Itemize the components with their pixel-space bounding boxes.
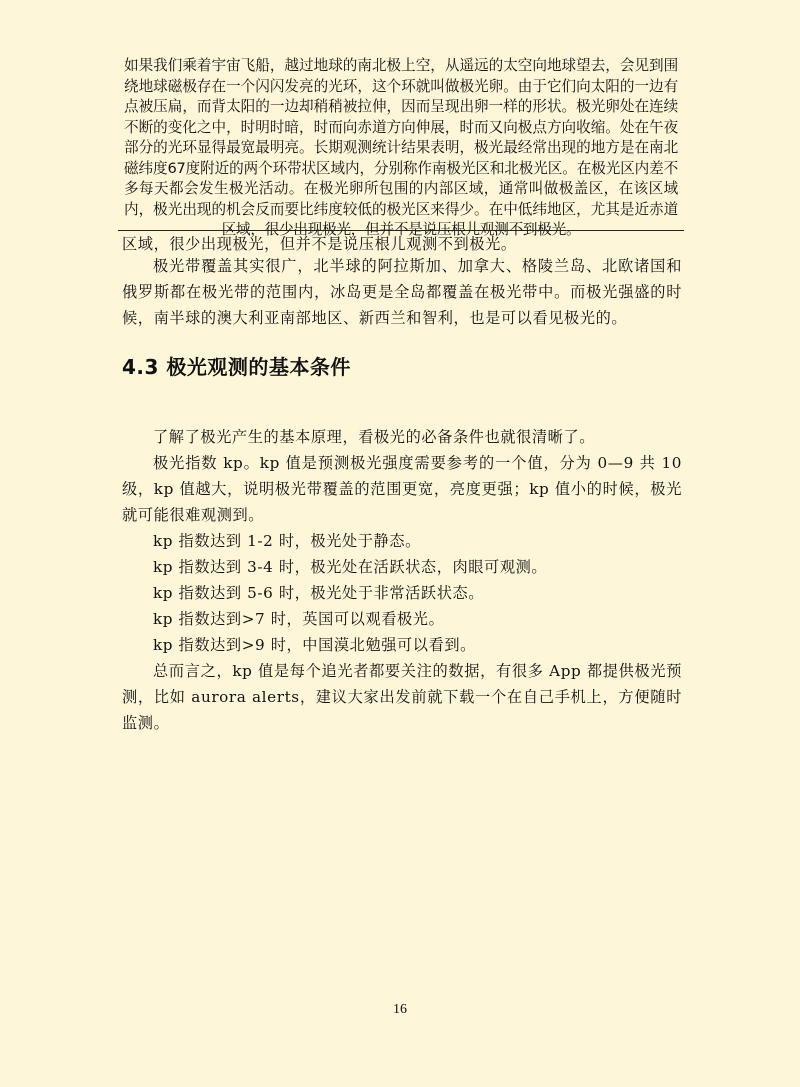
summary-paragraph: 总而言之，kp 值是每个追光者都要关注的数据，有很多 App 都提供极光预测，比如 aurora alerts，建议大家出发前就下载一个在自己手机上，方便随时监测。: [122, 662, 682, 732]
kp-level-item: kp 指数达到 3-4 时，极光处在活跃状态，肉眼可观测。: [153, 558, 548, 576]
overlay-note-box: [118, 56, 684, 243]
body-paragraph-aurora-band: 极光带覆盖其实很广，北半球的阿拉斯加、加拿大、格陵兰岛、北欧诸国和俄罗斯都在极光带的范围内，冰岛更是全岛都覆盖在极光带中。而极光强盛的时候，南半球的澳大利亚南部地区、新西兰和智利，也是可以看见极光的。: [122, 257, 682, 327]
kp-level-item: kp 指数达到>7 时，英国可以观看极光。: [153, 610, 445, 628]
section-intro-paragraph: 了解了极光产生的基本原理，看极光的必备条件也就很清晰了。: [153, 428, 596, 446]
kp-level-item: kp 指数达到 5-6 时，极光处于非常活跃状态。: [153, 584, 485, 602]
section-heading: 4.3 极光观测的基本条件: [122, 355, 351, 379]
overlay-note-text: 如果我们乘着宇宙飞船，越过地球的南北极上空，从遥远的太空向地球望去，会见到围绕地球磁极存在一个闪闪发亮的光环，这个环就叫做极光卵。由于它们向太阳的一边有点被压扁，而背太阳的一边却稍稍被拉伸，因而呈现出卵一样的形状。极光卵处在连续不断的变化之中，时明时暗，时而向赤道方向伸展，时而又向极点方向收缩。处在午夜部分的光环显得最宽最明亮。长期观测统计结果表明，极光最经常出现的地方是在南北磁纬度67度附近的两个环带状区域内，分别称作南极光区和北极光区。在极光区内差不多每天都会发生极光活动。在极光卵所包围的内部区域，通常叫做极盖区，在该区域内，极光出现的机会反而要比纬度较低的极光区来得少。在中低纬地区，尤其是近赤道区域，很少出现极光，但并不是说压根儿观测不到极光。: [124, 57, 678, 238]
page-number: 16: [393, 1002, 407, 1017]
kp-level-item: kp 指数达到 1-2 时，极光处于静态。: [153, 532, 421, 550]
kp-level-item: kp 指数达到>9 时，中国漠北勉强可以看到。: [153, 636, 476, 654]
body-paragraph-continuation: 区域，很少出现极光，但并不是说压根儿观测不到极光。: [122, 235, 517, 253]
kp-definition-paragraph: 极光指数 kp。kp 值是预测极光强度需要参考的一个值，分为 0—9 共 10 级，kp 值越大，说明极光带覆盖的范围更宽，亮度更强；kp 值小的时候，极光就可能很难观测到。: [122, 454, 682, 524]
